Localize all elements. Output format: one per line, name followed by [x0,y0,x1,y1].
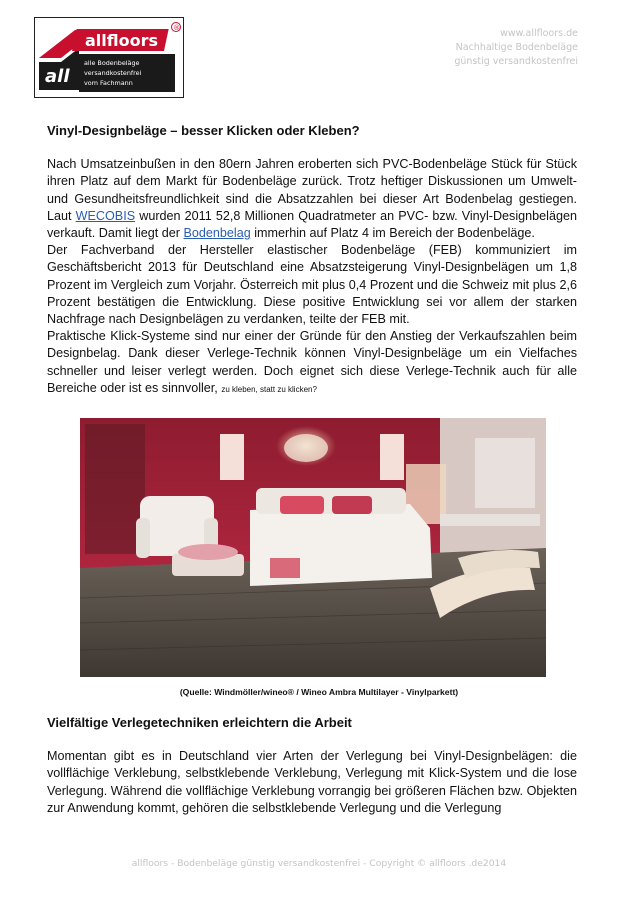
allfloors-logo [35,18,183,97]
registered-symbol: ® [173,24,181,32]
photo-illustration [80,418,546,677]
paragraph-3-small: zu kleben, statt zu klicken? [221,384,317,394]
logo-monogram: all [45,66,70,87]
header-slogan-2: günstig versandkostenfrei [454,56,578,67]
logo-tagline-3: vom Fachmann [84,79,133,87]
wecobis-link[interactable]: WECOBIS [75,208,136,223]
paragraph-1-text-b: wurden 2011 52,8 Millionen Quadratmeter an PVC- bzw. Vinyl-Designbelägen verkauft. Damit liegt der [47,208,577,241]
article-title: Vinyl-Designbeläge – besser Klicken oder Kleben? [47,123,360,138]
header-website: www.allfloors.de [500,28,578,39]
paragraph-2: Der Fachverband der Hersteller elastischer Bodenbeläge (FEB) kommuniziert im Geschäftsbericht 2013 für Deutschland eine Absatzsteigerung Vinyl-Designbelägen um 1,8 Prozent im Vergleich zum Vorjahr. Österreich mit plus 0,4 Prozent und die Schweiz mit plus 2,6 Prozent bestätigen die Entwicklung. Diese positive Entwicklung sei vor allem der starken Nachfrage nach Designbelägen zu verdanken, teilte der FEB mit. [47,243,577,327]
paragraph-1-text-a: Nach Umsatzeinbußen in den 80ern Jahren eroberten sich PVC-Bodenbeläge Stück für Stück ihren Platz auf dem Markt für Bodenbeläge zurück. Trotz heftiger Diskussionen um Umwelt- und Gesundheitsfreundlichkeit sind die Absatzzahlen bei dieser Art Bodenbelag gestiegen. Laut [47,157,577,223]
logo-tagline-1: alle Bodenbeläge [84,59,140,67]
logo [34,17,184,98]
header-info [454,27,578,69]
article-section-2 [47,714,577,817]
photo-caption: (Quelle: Windmöller/wineo® / Wineo Ambra Multilayer - Vinylparkett) [179,687,459,697]
paragraph-4: Momentan gibt es in Deutschland vier Arten der Verlegung bei Vinyl-Designbelägen: die vollflächige Verklebung, selbstklebende Verklebung, Verlegung mit Klick-System und die lose Verlegung. Während die vollflächige Verklebung vorrangig bei größeren Flächen bzw. Objekten zur Anwendung kommt, gehören die selbstklebende Verlegung und die Verlegung [47,749,577,815]
paragraph-1 [47,156,577,242]
logo-brand: allfloors [85,31,159,50]
paragraph-1-text-c: immerhin auf Platz 4 im Bereich der Bodenbeläge. [250,226,535,241]
page-footer: allfloors - Bodenbeläge günstig versandkostenfrei - Copyright © allfloors .de2014 [131,858,507,869]
living-room-photo [80,418,546,677]
section-2-title: Vielfältige Verlegetechniken erleichtern die Arbeit [47,715,352,730]
article-top [47,122,577,398]
paragraph-3-text: Praktische Klick-Systeme sind nur einer der Gründe für den Anstieg der Verkaufszahlen beim Designbelag. Dank dieser Verlege-Technik können Vinyl-Designbeläge um ein Vielfaches schneller und leiser verlegt werden. Doch eignet sich diese Verlege-Technik auch für alle Bereiche oder ist es sinnvoller, [47,329,577,395]
bodenbelag-link[interactable]: Bodenbelag [183,226,251,241]
paragraph-3 [47,328,577,398]
logo-tagline-2: versandkostenfrei [84,69,142,77]
header-slogan-1: Nachhaltige Bodenbeläge [455,42,578,53]
